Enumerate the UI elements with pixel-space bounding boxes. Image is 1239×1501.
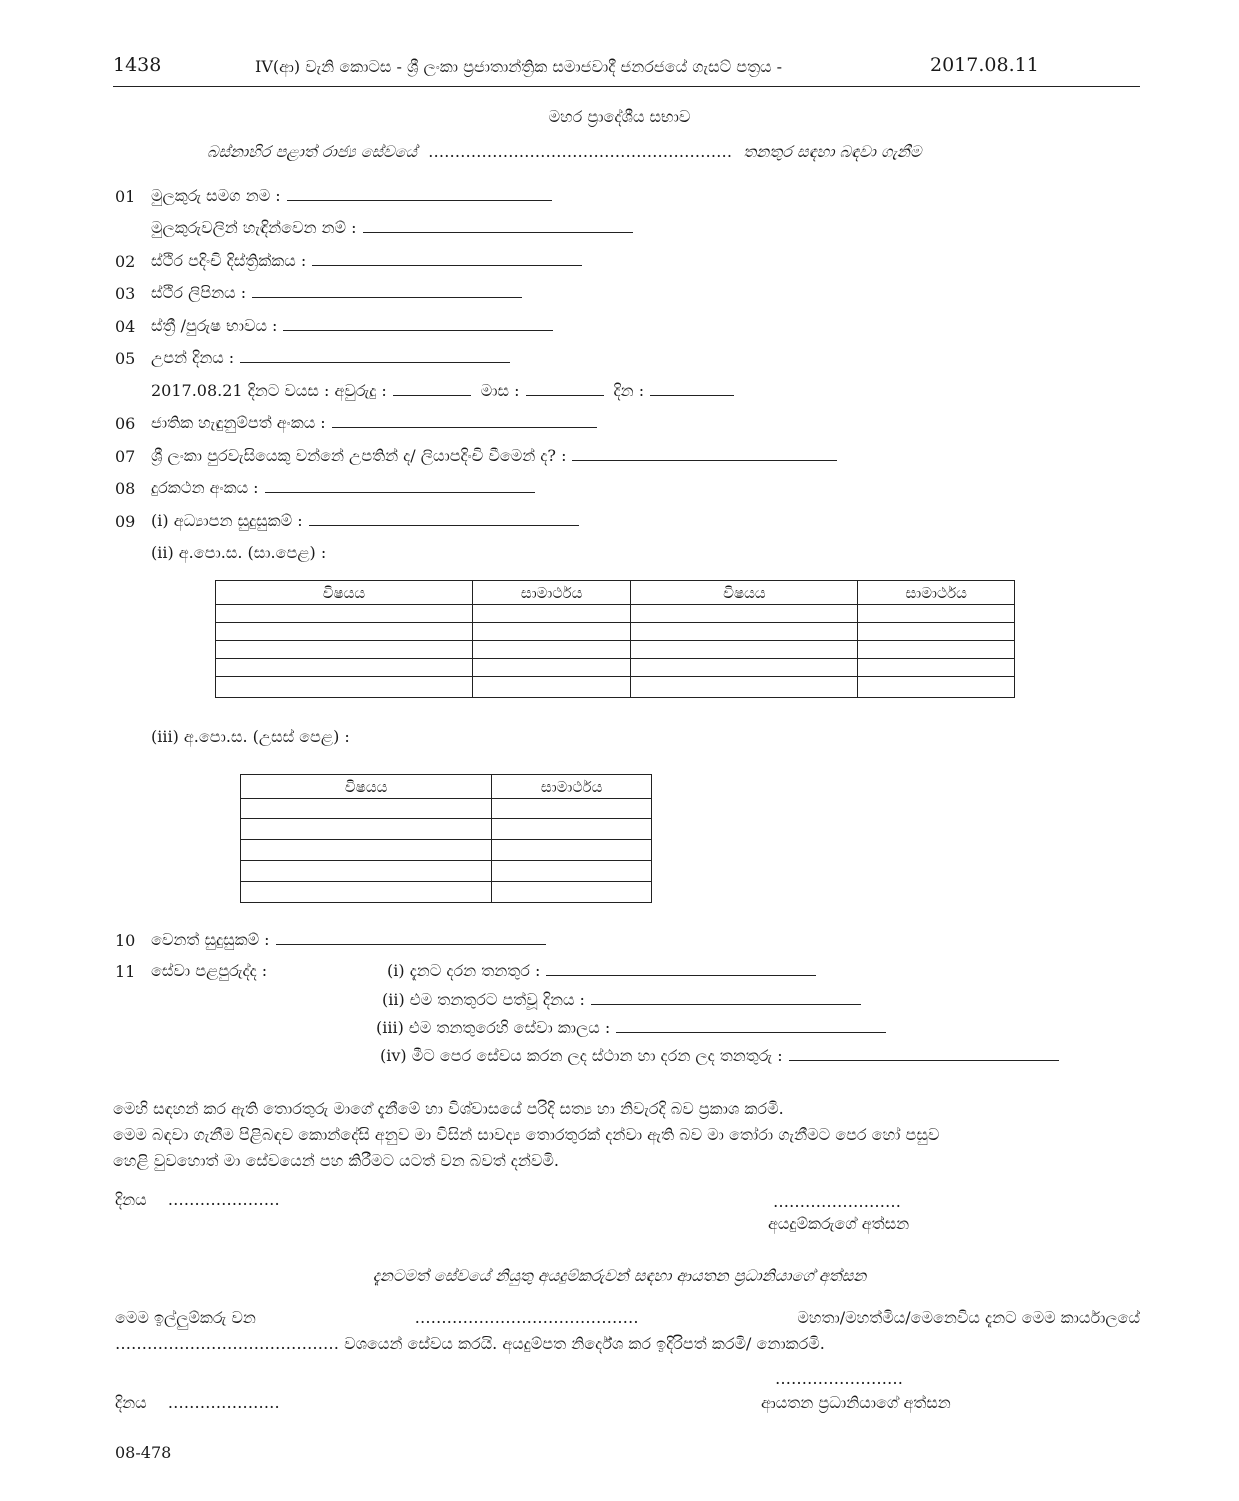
- field-09iii: [151, 727, 350, 747]
- table-cell[interactable]: [216, 605, 473, 623]
- field-number: 03: [115, 284, 136, 303]
- declaration-line: මෙම බඳවා ගැනීම පිළිබඳව කොන්දේසි අනුව මා විසින් සාවද්‍ය තොරතුරක් දන්වා ඇති බව මා තෝරා ගැනීමට පෙර හෝ පසුව: [113, 1125, 940, 1144]
- table-cell[interactable]: [492, 819, 652, 840]
- table-row: [216, 641, 1015, 659]
- field-10: [115, 930, 546, 950]
- table-cell[interactable]: [216, 659, 473, 677]
- field-label: උපන් දිනය :: [151, 348, 235, 367]
- date-dots[interactable]: …………………: [167, 1190, 280, 1209]
- field-line[interactable]: [287, 200, 552, 201]
- table-row: [241, 861, 652, 882]
- field-label: මුලකුරු සමග නම :: [151, 186, 281, 205]
- field-number: 08: [115, 479, 136, 498]
- head-text: මහතා/මහත්මිය/මෙනෙවිය දැනට මෙම කාර්යාලයේ: [797, 1308, 1140, 1327]
- field-line[interactable]: [332, 427, 597, 428]
- field-label: ස්ථිර ලිපිනය :: [151, 283, 247, 302]
- field-label: සේවා පළපුරුද්ද :: [151, 961, 268, 980]
- table-row: [216, 623, 1015, 641]
- field-09: [115, 511, 579, 531]
- table-cell[interactable]: [631, 641, 858, 659]
- table-cell[interactable]: [631, 605, 858, 623]
- field-label: (ii) එම තනතුරට පත්වූ දිනය :: [382, 990, 585, 1009]
- table-cell[interactable]: [216, 641, 473, 659]
- field-11i: [387, 961, 816, 981]
- column-header: විෂයය: [631, 581, 858, 605]
- field-label: ස්ථිර පදිංචි දිස්ත්‍රික්කය :: [151, 251, 307, 270]
- field-line[interactable]: [265, 492, 535, 493]
- field-number: 04: [115, 317, 136, 336]
- table-cell[interactable]: [631, 659, 858, 677]
- head-signature-label: ආයතන ප්‍රධානියාගේ අත්සන: [761, 1393, 951, 1412]
- applicant-date: [115, 1190, 280, 1210]
- age-years-line[interactable]: [393, 395, 471, 396]
- age-months-label: මාස :: [480, 381, 520, 400]
- age-label: 2017.08.21 දිනට වයස : අවුරුදු :: [151, 381, 387, 400]
- ol-results-table: [215, 580, 1015, 698]
- table-cell[interactable]: [492, 840, 652, 861]
- field-11ii: [382, 990, 861, 1010]
- field-label: (iii) අ.පො.ස. (උසස් පෙළ) :: [151, 727, 350, 746]
- table-cell[interactable]: [241, 799, 492, 819]
- age-months-line[interactable]: [526, 395, 604, 396]
- field-label: මුලකුරුවලින් හැඳින්වෙන නම් :: [151, 218, 357, 237]
- field-line[interactable]: [312, 265, 582, 266]
- table-cell[interactable]: [241, 861, 492, 882]
- table-cell[interactable]: [492, 882, 652, 903]
- field-label: වෙනත් සුදුසුකම් :: [151, 930, 270, 949]
- date-label: දිනය: [115, 1190, 147, 1209]
- head-text: මෙම ඉල්ලුම්කරු වන: [115, 1308, 256, 1327]
- table-row: [241, 799, 652, 819]
- table-cell[interactable]: [216, 623, 473, 641]
- header-rule: [113, 86, 1140, 87]
- column-header: සාමාර්ථය: [492, 775, 652, 799]
- table-cell[interactable]: [858, 677, 1015, 698]
- field-label: ශ්‍රී ලංකා පුරවැසියෙකු වන්නේ උපතින් ද/ ලියාපදිංචි වීමෙන් ද? :: [151, 446, 567, 465]
- table-cell[interactable]: [472, 677, 631, 698]
- table-row: [241, 840, 652, 861]
- field-label: (iv) මීට පෙර සේවය කරන ලද ස්ථාන හා දරන ලද තනතුරු :: [380, 1046, 783, 1065]
- table-cell[interactable]: [241, 819, 492, 840]
- field-number: 11: [115, 962, 136, 981]
- field-11iv: [380, 1046, 1059, 1066]
- field-line[interactable]: [616, 1032, 886, 1033]
- table-cell[interactable]: [241, 840, 492, 861]
- footer-code: 08-478: [115, 1443, 172, 1462]
- field-number: 09: [115, 512, 136, 531]
- table-cell[interactable]: [858, 641, 1015, 659]
- column-header: විෂයය: [216, 581, 473, 605]
- field-line[interactable]: [252, 297, 522, 298]
- field-line[interactable]: [363, 232, 633, 233]
- field-02: [115, 251, 582, 271]
- field-line[interactable]: [572, 460, 837, 461]
- applicant-signature-label: අයදුම්කරුගේ අත්සන: [768, 1214, 910, 1233]
- field-label: (iii) එම තනතුරෙහි සේවා කාලය :: [376, 1018, 611, 1037]
- applicant-name-dots[interactable]: ……………………………………: [414, 1308, 639, 1327]
- field-number: 06: [115, 414, 136, 433]
- gazette-title: IV(ආ) වැනි කොටස - ශ්‍රී ලංකා ප්‍රජාතාන්ත්‍රික සමාජවාදී ජනරජයේ ගැසට් පත්‍රය -: [255, 57, 783, 76]
- table-cell[interactable]: [858, 659, 1015, 677]
- table-cell[interactable]: [472, 659, 631, 677]
- head-line-1: [115, 1308, 1140, 1328]
- field-number: 10: [115, 931, 136, 950]
- age-days-line[interactable]: [650, 395, 734, 396]
- applicant-signature-dots[interactable]: ……………………: [773, 1192, 901, 1211]
- field-number: 02: [115, 252, 136, 271]
- column-header: සාමාර්ථය: [472, 581, 631, 605]
- page-number: 1438: [113, 54, 162, 76]
- table-cell[interactable]: [858, 623, 1015, 641]
- field-line[interactable]: [309, 525, 579, 526]
- gazette-date: 2017.08.11: [930, 54, 1039, 76]
- head-date: [115, 1393, 280, 1413]
- field-line[interactable]: [240, 362, 510, 363]
- field-label: (i) අධ්‍යාපන සුදුසුකම් :: [151, 511, 303, 530]
- table-cell[interactable]: [472, 605, 631, 623]
- field-06: [115, 413, 597, 433]
- table-row: [241, 819, 652, 840]
- org-title: මහර ප්‍රාදේශීය සභාව: [548, 107, 691, 126]
- field-01: [115, 186, 552, 206]
- field-01b: [151, 218, 633, 238]
- table-row: [216, 677, 1015, 698]
- al-results-table: [240, 774, 652, 903]
- form-subtitle: [207, 142, 921, 162]
- field-label: ජාතික හැඳුනුම්පත් අංකය :: [151, 413, 326, 432]
- table-row: [216, 659, 1015, 677]
- declaration-line: මෙහි සඳහන් කර ඇති තොරතුරු මාගේ දැනීමේ හා විශ්වාසයේ පරිදි සත්‍ය හා නිවැරදි බව ප්‍රකාශ කරමි.: [113, 1099, 784, 1118]
- table-cell[interactable]: [472, 641, 631, 659]
- table-cell[interactable]: [631, 623, 858, 641]
- table-header-row: [241, 775, 652, 799]
- field-age: [151, 381, 734, 401]
- field-label: (ii) අ.පො.ස. (සා.පෙළ) :: [151, 543, 327, 562]
- field-line[interactable]: [546, 975, 816, 976]
- head-signature-dots[interactable]: ……………………: [775, 1369, 903, 1388]
- field-number: 05: [115, 349, 136, 368]
- field-04: [115, 316, 553, 336]
- head-text: වශයෙන් සේවය කරයි. අයදුම්පත නිර්දේශ කර ඉදිරිපත් කරමි/ නොකරමි.: [344, 1334, 825, 1353]
- table-cell[interactable]: [631, 677, 858, 698]
- head-line-2: [115, 1334, 825, 1354]
- field-11: [115, 961, 267, 981]
- table-header-row: [216, 581, 1015, 605]
- field-07: [115, 446, 837, 466]
- field-number: 01: [115, 187, 136, 206]
- date-label: දිනය: [115, 1393, 147, 1412]
- age-days-label: දින :: [613, 381, 645, 400]
- field-05: [115, 348, 510, 368]
- field-number: 07: [115, 447, 136, 466]
- subtitle-part-a: බස්නාහිර පළාත් රාජ්‍ය සේවයේ: [207, 142, 418, 161]
- field-09ii: [151, 543, 326, 563]
- declaration-paragraph: [113, 1096, 1140, 1174]
- table-row: [216, 605, 1015, 623]
- post-dots[interactable]: ……………………………………: [115, 1334, 339, 1353]
- field-line[interactable]: [591, 1004, 861, 1005]
- field-line[interactable]: [276, 944, 546, 945]
- field-11iii: [376, 1018, 886, 1038]
- column-header: සාමාර්ථය: [858, 581, 1015, 605]
- field-line[interactable]: [283, 330, 553, 331]
- table-cell[interactable]: [492, 799, 652, 819]
- field-08: [115, 478, 535, 498]
- table-cell[interactable]: [216, 677, 473, 698]
- table-cell[interactable]: [858, 605, 1015, 623]
- table-row: [241, 882, 652, 903]
- table-cell[interactable]: [241, 882, 492, 903]
- column-header: විෂයය: [241, 775, 492, 799]
- subtitle-dots: …………………………………………………: [428, 142, 733, 161]
- subtitle-part-b: තනතුර සඳහා බඳවා ගැනීම: [743, 142, 922, 161]
- field-label: ස්ත්‍රී /පුරුෂ භාවය :: [151, 316, 278, 335]
- field-03: [115, 283, 522, 303]
- field-label: දුරකථන අංකය :: [151, 478, 259, 497]
- field-label: (i) දැනට දරන තනතුර :: [387, 961, 541, 980]
- date-dots[interactable]: …………………: [167, 1393, 280, 1412]
- table-cell[interactable]: [492, 861, 652, 882]
- table-cell[interactable]: [472, 623, 631, 641]
- field-line[interactable]: [789, 1060, 1059, 1061]
- declaration-line: හෙළි වුවහොත් මා සේවයෙන් පහ කිරීමට යටත් වන බවත් දන්වමි.: [113, 1151, 559, 1170]
- head-section-title: දැනටමත් සේවයේ නියුතු අයදුම්කරුවන් සඳහා ආයතන ප්‍රධානියාගේ අත්සන: [372, 1266, 867, 1285]
